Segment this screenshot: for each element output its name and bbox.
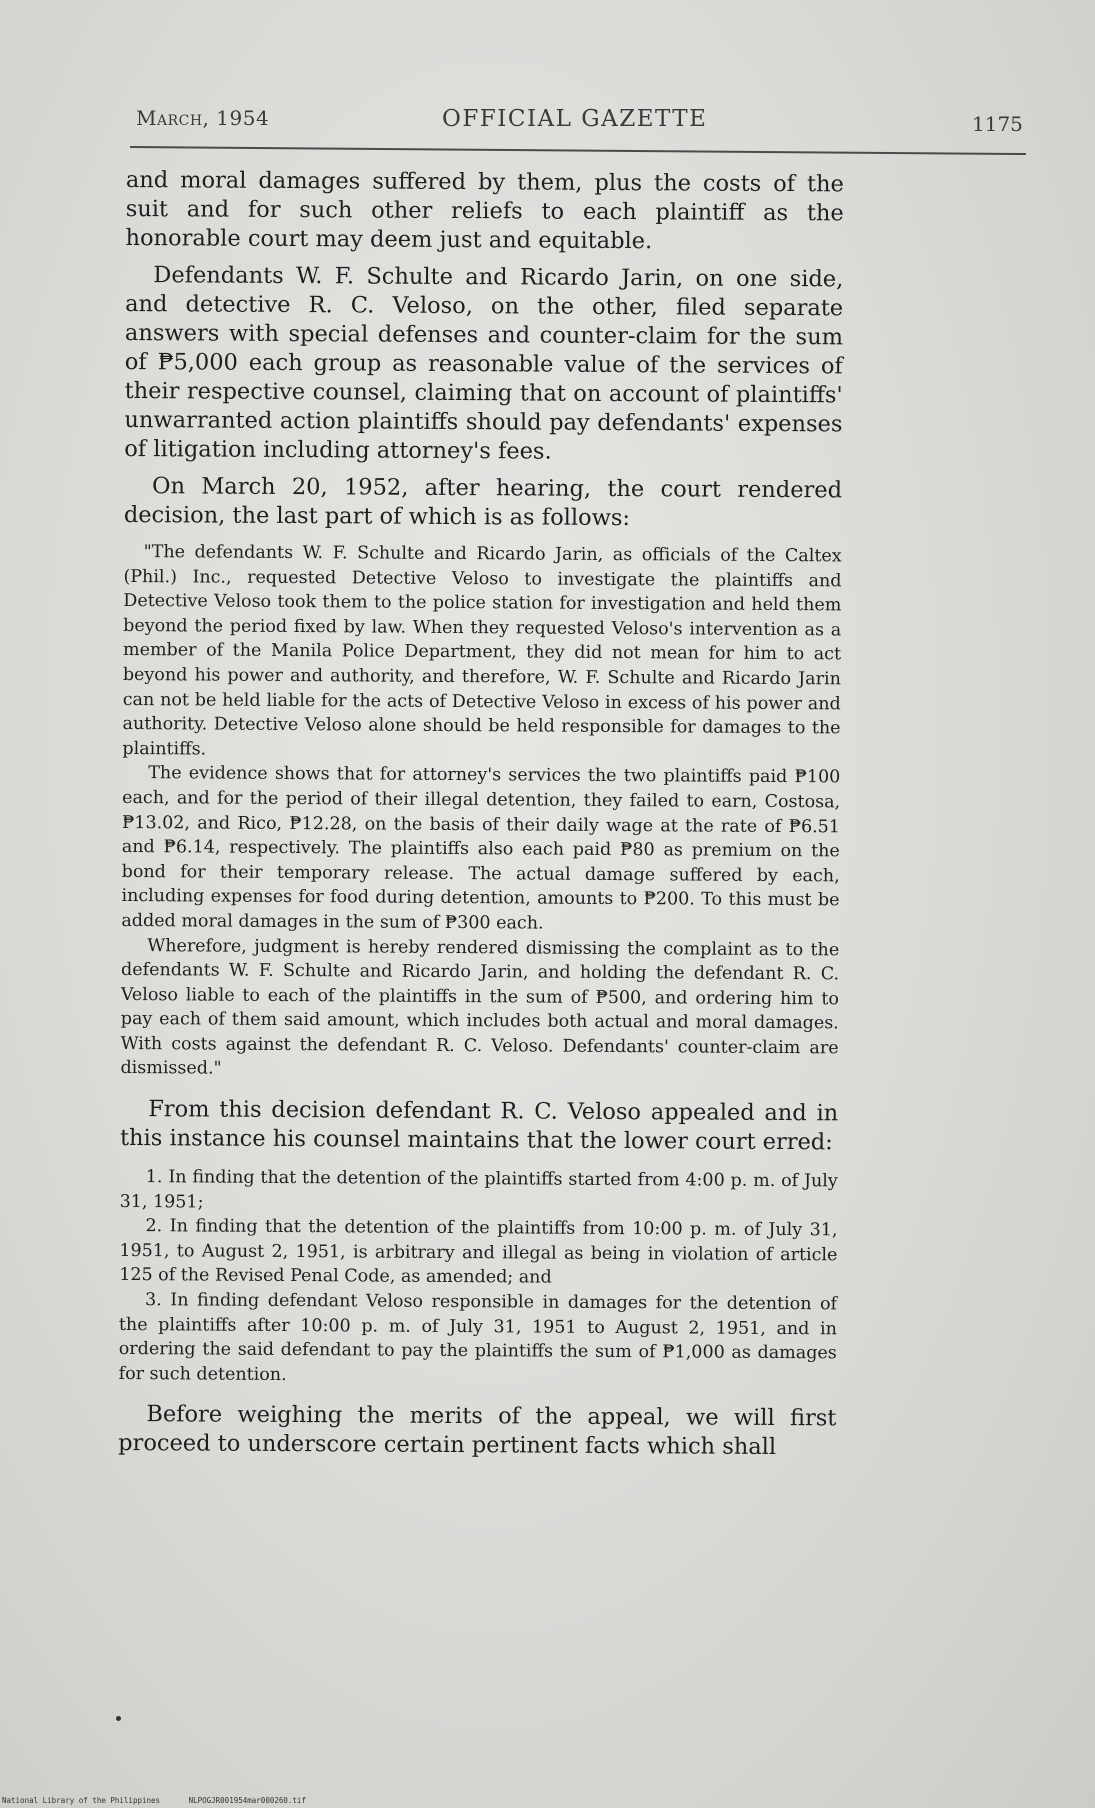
error-item-1: 1. In finding that the detention of the plaintiffs started from 4:00 p. m. of July 31, 1951; bbox=[119, 1167, 838, 1213]
page-number: 1175 bbox=[972, 112, 1023, 136]
quoted-decision bbox=[120, 540, 841, 1085]
quote-paragraph-2: The evidence shows that for attorney's services the two plaintiffs paid ₱100 each, and for the period of their illegal detention, they failed to earn, Costosa, ₱13.02, and Rico, ₱12.28, on the basis of their daily wage at the rate of ₱6.51 and ₱6.14, respectively. The plaintiffs also each paid ₱80 as premium on the bond for their temporary release. The actual damage suffered by each, including expenses for food during detention, amounts to ₱200. To this must be added moral damages in the sum of ₱300 each. bbox=[121, 763, 841, 934]
header-title: OFFICIAL GAZETTE bbox=[442, 106, 708, 132]
footer-library: National Library of the Philippines bbox=[2, 1796, 161, 1805]
header-rule bbox=[130, 146, 1026, 155]
paragraph-defendants-answers: Defendants W. F. Schulte and Ricardo Jarin, on one side, and detective R. C. Veloso, on the other, filed separate answers with special defenses and counter-claim for the sum of ₱5,000 each group as reasonable value of the services of their respective counsel, claiming that on account of plaintiffs' unwarranted action plaintiffs should pay defendants' expenses of litigation including attorney's fees. bbox=[124, 262, 844, 465]
quote-paragraph-3: Wherefore, judgment is hereby rendered dismissing the complaint as to the defendants W. F. Schulte and Ricardo Jarin, and holding the defendant R. C. Veloso liable to each of the plaintiffs in the sum of ₱500, and ordering him to pay each of them said amount, which includes both actual and moral damages. With costs against the defendant R. C. Veloso. Defendants' counter-claim are dismissed." bbox=[120, 935, 840, 1080]
paragraph-appeal: From this decision defendant R. C. Veloso appealed and in this instance his counsel maintains that the lower court erred: bbox=[119, 1096, 839, 1156]
paragraph-before-weighing: Before weighing the merits of the appeal, we will first proceed to underscore certain pertinent facts which shall bbox=[118, 1401, 837, 1461]
error-item-3: 3. In finding defendant Veloso responsible in damages for the detention of the plaintiffs after 10:00 p. m. of July 31, 1951 to August 2, 1951, and in ordering the said defendant to pay the plaintiffs the sum of ₱1,000 as damages for such detention. bbox=[118, 1290, 838, 1385]
header-date: March, 1954 bbox=[136, 106, 270, 130]
footer-file: NLPOGJR001954mar000260.tif bbox=[188, 1796, 306, 1805]
scan-footer bbox=[2, 1796, 306, 1805]
page-body bbox=[118, 166, 844, 1471]
error-item-2: 2. In finding that the detention of the plaintiffs from 10:00 p. m. of July 31, 1951, to August 2, 1951, is arbitrary and illegal as being in violation of article 125 of the Revised Penal Code, as amended; and bbox=[119, 1216, 838, 1289]
running-header bbox=[132, 100, 1022, 140]
assigned-errors bbox=[119, 1165, 838, 1391]
paragraph-continuation: and moral damages suffered by them, plus the costs of the suit and for such other reliefs to each plaintiff as the honorable court may deem just and equitable. bbox=[125, 166, 844, 255]
paragraph-court-decision-intro: On March 20, 1952, after hearing, the court rendered decision, the last part of which is as follows: bbox=[123, 473, 843, 532]
quote-paragraph-1: "The defendants W. F. Schulte and Ricardo Jarin, as officials of the Caltex (Phil.) Inc., requested Detective Veloso to investigate the plaintiffs and Detective Veloso took them to the police station for investigation and held them beyond the period fixed by law. When they requested Veloso's intervention as a member of the Manila Police Department, they did not mean for him to act beyond his power and authority, and therefore, W. F. Schulte and Ricardo Jarin can not be held liable for the acts of Detective Veloso in excess of his power and authority. Detective Veloso alone should be held responsible for damages to the plaintiffs. bbox=[122, 542, 842, 760]
stray-mark bbox=[116, 1716, 121, 1721]
